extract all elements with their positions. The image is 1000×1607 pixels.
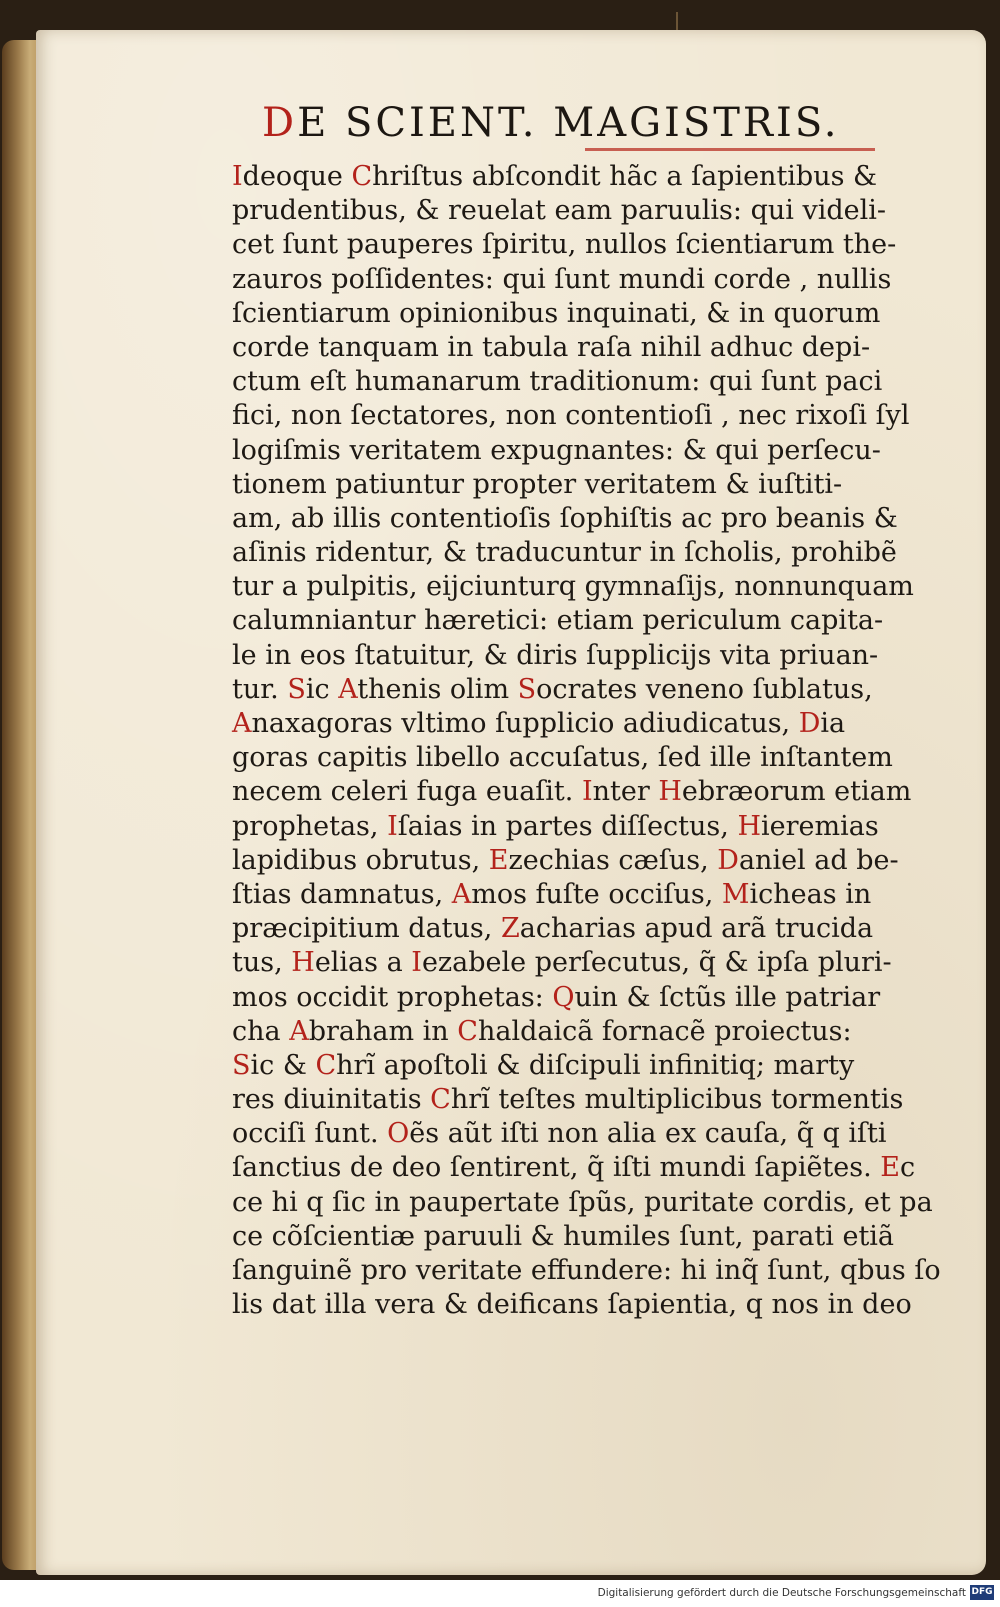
text-segment: ctum eſt humanarum traditionum: qui ſunt paci [232,366,883,398]
rubricated-initial: S [232,1049,251,1081]
text-segment: naxagoras vltimo ſupplicio adiudicatus, [251,708,799,739]
text-segment: tionem patiuntur propter veritatem & iuſtiti- [232,468,843,500]
text-segment: ſanguinẽ pro veritate effundere: hi inq̃ ſunt, qbus ſo [232,1255,941,1286]
rubricated-initial: I [387,810,398,842]
text-segment: acharias apud arã trucida [519,913,874,945]
text-segment: nter [592,776,659,808]
rubricated-initial: D [717,844,739,876]
text-segment: ce cõſcientiæ paruuli & humiles ſunt, parati etiã [232,1220,895,1252]
text-segment: mos occidit prophetas: [232,981,553,1013]
rubricated-initial: C [430,1084,451,1116]
text-segment: calumniantur hæretici: etiam periculum capita- [232,605,884,637]
text-line [232,228,922,262]
text-line [232,639,922,673]
text-line [232,399,922,433]
text-segment: ezabele perſecutus, q̃ & ipſa pluri- [421,947,892,979]
text-line [232,775,922,809]
text-segment: aſinis ridentur, & traducuntur in ſcholis, prohibẽ [232,537,897,569]
rubricated-initial: E [880,1152,900,1184]
text-segment: ſanctius de deo ſentirent, q̃ iſti mundi ſapiẽtes. [232,1152,881,1184]
text-line [232,1186,933,1220]
text-segment: ſaias in partes diſſectus, [397,810,738,842]
text-segment: tus, [232,947,292,979]
rubricated-initial: I [411,947,422,979]
rubricated-initial: H [737,810,761,842]
text-line [232,844,922,878]
text-line [232,981,922,1015]
rubricated-initial: I [232,161,243,192]
rubricated-initial: C [315,1049,337,1081]
text-line [232,297,922,331]
rubricated-initial: C [351,161,373,192]
text-line [232,536,922,570]
text-segment: ebræorum etiam [681,776,912,808]
footer-bar [0,1582,1000,1607]
text-line [232,1015,922,1049]
body-text [232,160,941,1322]
text-line [232,331,922,365]
text-segment: goras capitis libello accuſatus, ſed ille inſtantem [232,742,893,774]
text-segment: ieremias [761,810,879,842]
text-segment: logiſmis veritatem expugnantes: & qui perſecu- [232,434,881,466]
text-segment: lis dat illa vera & deificans ſapientia, q nos in deo [232,1289,912,1321]
text-segment: zechias cæſus, [508,844,718,876]
rubricated-initial: C [457,1015,478,1047]
text-segment: corde tanquam in tabula raſa nihil adhuc depi- [232,331,871,363]
text-segment: ic & [250,1049,316,1081]
text-segment: hrĩ apoſtoli & diſcipuli infinitiq; marty [336,1049,855,1081]
text-segment: ſtias damnatus, [232,878,452,910]
rubricated-initial: H [658,776,682,808]
text-line [232,1254,941,1288]
running-head [262,100,882,146]
rubricated-initial: Q [552,981,575,1013]
text-line [232,1151,922,1185]
text-line [232,365,922,399]
funding-note: Digitalisierung gefördert durch die Deutsche Forschungsgemeinschaft [597,1587,966,1599]
rubricated-initial: I [581,776,593,808]
rubricated-initial: H [291,947,315,979]
text-segment: ia [820,708,846,739]
text-segment: ce hi q ſic in paupertate ſpũs, puritate cordis, et pa [232,1186,933,1218]
rubricated-initial: S [517,673,537,705]
text-segment: am, ab illis contentioſis ſophiſtis ac pro beanis & [232,502,898,534]
text-line [232,946,922,980]
text-segment: c [900,1152,916,1184]
text-segment: res diuinitatis [232,1084,431,1116]
rubricated-initial: A [451,878,472,910]
text-line [232,878,922,912]
rubricated-initial: S [287,673,306,705]
text-line [232,1220,922,1254]
text-line [232,912,922,946]
text-segment: lapidibus obrutus, [232,844,489,876]
rubricated-initial: Z [500,913,520,945]
text-segment: uin & ſctũs ille patriar [574,981,881,1013]
text-segment: tur. [232,673,288,705]
text-segment: le in eos ſtatuitur, & diris ſupplicijs vita priuan- [232,639,879,671]
text-segment: ic [305,673,339,705]
text-segment: deoque [242,161,352,192]
text-line [232,1049,922,1083]
text-segment: prudentibus, & reuelat eam paruulis: qui videli- [232,195,887,227]
text-segment: braham in [308,1015,458,1047]
text-segment: aniel ad be- [738,844,899,876]
text-segment: thenis olim [357,673,518,705]
text-segment: hrĩ teſtes multiplicibus tormentis [450,1084,904,1116]
text-segment: præcipitium datus, [232,913,501,945]
text-line [232,160,922,194]
text-segment: fici, non ſectatores, non contentioſi , nec rixoſi ſyl [232,400,910,432]
running-head-rule [585,148,875,151]
rubricated-initial: M [721,878,750,910]
running-head-initial: D [262,100,298,146]
text-line [232,1083,922,1117]
text-segment: cet ſunt pauperes ſpiritu, nullos ſcientiarum the- [232,229,897,261]
text-line [232,810,922,844]
text-line [232,570,922,604]
text-segment: cha [232,1015,290,1047]
text-line [232,502,922,536]
text-segment: ſcientiarum opinionibus inquinati, & in quorum [232,297,881,329]
text-line [232,263,922,297]
text-segment: mos fuſte occiſus, [471,878,722,910]
text-segment: occiſi ſunt. [232,1118,388,1150]
rubricated-initial: E [488,844,509,876]
text-segment: prophetas, [232,810,388,842]
running-head-text: E SCIENT. MAGISTRIS. [297,100,840,146]
dfg-logo: DFG [970,1585,994,1600]
text-segment: necem celeri fuga euaſit. [232,776,582,808]
text-line [232,468,922,502]
text-line [232,194,922,228]
text-segment: ocrates veneno ſublatus, [536,673,873,705]
text-segment: haldaicã fornacẽ proiectus: [477,1015,852,1047]
text-line [232,707,922,741]
text-segment: zauros poſſidentes: qui ſunt mundi corde , nullis [232,263,892,295]
text-line [232,1117,922,1151]
rubricated-initial: A [338,673,358,705]
rubricated-initial: O [387,1118,410,1150]
text-segment: icheas in [749,878,872,910]
text-segment: hriſtus abſcondit hãc a ſapientibus & [372,161,878,192]
text-line [232,673,922,707]
text-line [232,434,922,468]
text-line [232,604,922,638]
text-segment: elias a [314,947,412,979]
text-line [232,1288,922,1322]
text-line [232,741,922,775]
rubricated-initial: A [289,1015,309,1047]
rubricated-initial: A [232,708,252,739]
text-segment: ẽs aũt iſti non alia ex cauſa, q̃ q iſti [409,1118,887,1150]
rubricated-initial: D [798,708,821,739]
text-segment: tur a pulpitis, eijciunturq gymnaſijs, nonnunquam [232,571,914,603]
